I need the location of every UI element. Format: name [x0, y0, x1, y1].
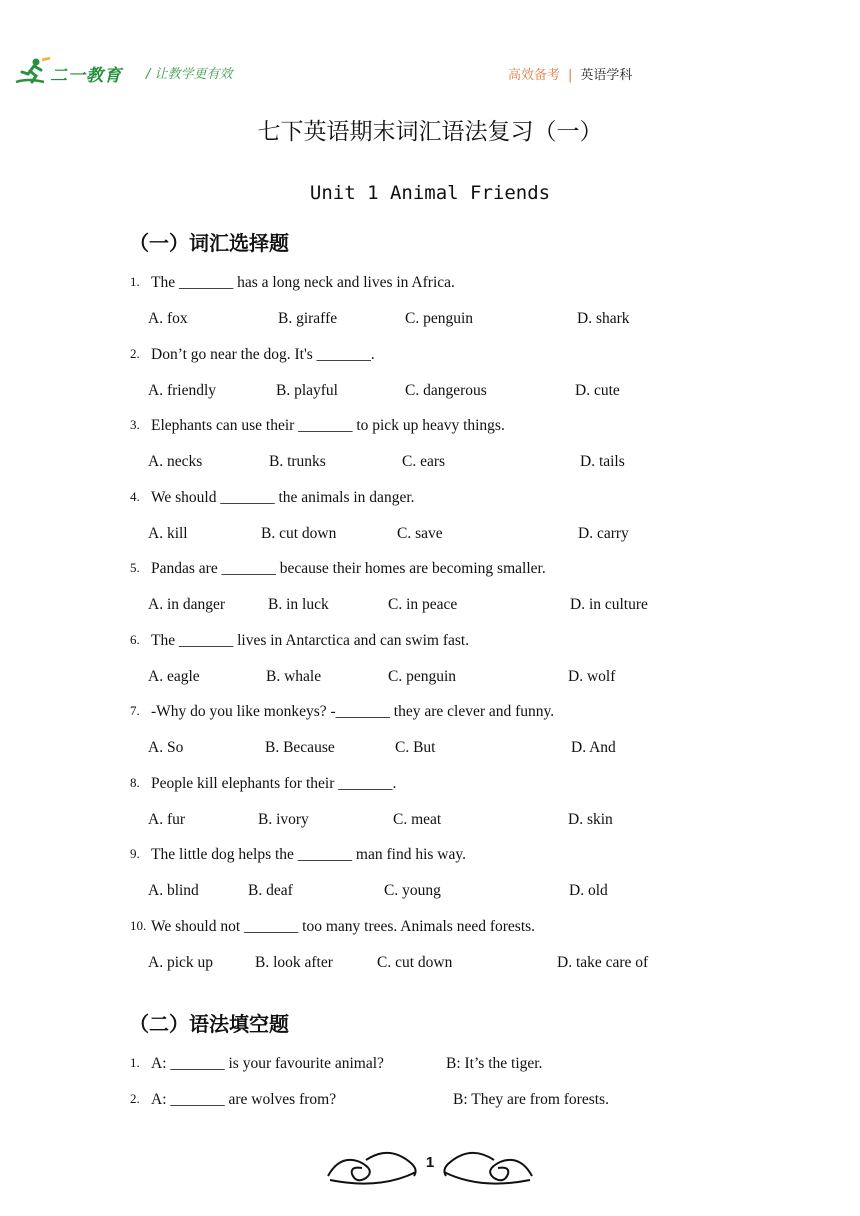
answer-option: C. in peace	[388, 596, 458, 613]
answer-option: B. ivory	[258, 810, 309, 828]
answer-option: B. cut down	[261, 524, 337, 542]
answer-option: A. blind	[148, 882, 199, 899]
answer-option: A. friendly	[148, 381, 217, 399]
question-text: -Why do you like monkeys? -_______ they are clever and funny.	[151, 703, 555, 720]
answer-option: B. trunks	[269, 453, 326, 470]
question-text: The little dog helps the _______ man find his way.	[151, 846, 466, 863]
question-text: The _______ lives in Antarctica and can swim fast.	[151, 631, 470, 649]
runner-logo-icon	[14, 56, 54, 90]
section-grammar-title: （二）语法填空题	[129, 1012, 289, 1036]
question-text: Elephants can use their _______ to pick up heavy things.	[151, 417, 505, 434]
answer-option: A. So	[148, 739, 184, 756]
question-text: We should not _______ too many trees. Animals need forests.	[151, 917, 536, 935]
answer-option: D. take care of	[557, 953, 649, 971]
answer-option: C. ears	[402, 453, 446, 470]
header-right	[508, 64, 632, 83]
question-number: 7.	[130, 703, 140, 718]
answer-option: C. cut down	[377, 953, 453, 971]
question-number: 2.	[130, 1091, 140, 1106]
answer-option: C. penguin	[388, 667, 457, 685]
answer-option: D. old	[569, 882, 608, 899]
question-number: 4.	[130, 488, 140, 504]
question-answer: B: It’s the tiger.	[446, 1055, 543, 1072]
answer-option: B. deaf	[248, 882, 293, 899]
logo-text: 二一教育	[50, 66, 122, 86]
answer-option: C. save	[397, 524, 443, 542]
question-number: 8.	[130, 774, 140, 790]
answer-option: C. young	[384, 882, 441, 899]
answer-option: B. Because	[265, 739, 335, 756]
document-title: 七下英语期末词汇语法复习（一）	[257, 119, 603, 145]
question-text: We should _______ the animals in danger.	[151, 488, 415, 506]
question-answer: B: They are from forests.	[453, 1091, 609, 1108]
question-number: 9.	[130, 846, 140, 861]
answer-option: D. in culture	[570, 596, 648, 613]
unit-title: Unit 1 Animal Friends	[309, 182, 551, 204]
answer-option: A. fur	[148, 810, 186, 828]
answer-option: A. eagle	[148, 667, 200, 685]
header-subject: 英语学科	[580, 68, 633, 83]
question-number: 2.	[130, 345, 140, 361]
answer-option: D. shark	[577, 310, 630, 327]
question-number: 10.	[130, 917, 147, 933]
answer-option: A. kill	[148, 524, 188, 542]
question-number: 6.	[130, 631, 140, 647]
answer-option: C. penguin	[405, 310, 474, 327]
answer-option: B. in luck	[268, 596, 329, 613]
page-header	[0, 0, 860, 100]
question-number: 1.	[130, 274, 140, 289]
answer-option: D. cute	[575, 381, 620, 399]
logo	[14, 56, 126, 90]
question-number: 1.	[130, 1055, 140, 1070]
answer-option: A. pick up	[148, 953, 214, 971]
page-footer	[320, 1136, 540, 1192]
answer-option: C. But	[395, 739, 436, 756]
answer-option: A. fox	[148, 310, 188, 327]
answer-option: D. skin	[568, 810, 613, 828]
question-text: Pandas are _______ because their homes are becoming smaller.	[151, 560, 546, 577]
answer-option: C. meat	[393, 810, 442, 828]
answer-option: D. And	[571, 739, 616, 756]
answer-option: D. carry	[578, 524, 629, 542]
question-prompt: A: _______ are wolves from?	[151, 1091, 337, 1108]
slogan: / 让教学更有效	[146, 67, 233, 82]
answer-option: D. wolf	[568, 667, 616, 685]
question-number: 5.	[130, 560, 140, 575]
answer-option: B. playful	[276, 381, 338, 399]
header-separator: |	[568, 68, 573, 83]
page-number: 1	[425, 1154, 435, 1171]
section-vocabulary-title: （一）词汇选择题	[129, 231, 289, 255]
answer-option: C. dangerous	[405, 381, 487, 399]
answer-option: B. giraffe	[278, 310, 338, 327]
answer-option: B. whale	[266, 667, 322, 685]
question-text: People kill elephants for their _______.	[151, 774, 397, 792]
question-prompt: A: _______ is your favourite animal?	[151, 1055, 384, 1072]
question-number: 3.	[130, 417, 140, 432]
answer-option: A. in danger	[148, 596, 226, 613]
header-tag: 高效备考	[508, 68, 561, 83]
answer-option: D. tails	[580, 453, 625, 470]
question-text: The _______ has a long neck and lives in Africa.	[151, 274, 455, 291]
answer-option: B. look after	[255, 953, 333, 971]
answer-option: A. necks	[148, 453, 203, 470]
question-text: Don’t go near the dog. It's _______.	[151, 345, 375, 363]
